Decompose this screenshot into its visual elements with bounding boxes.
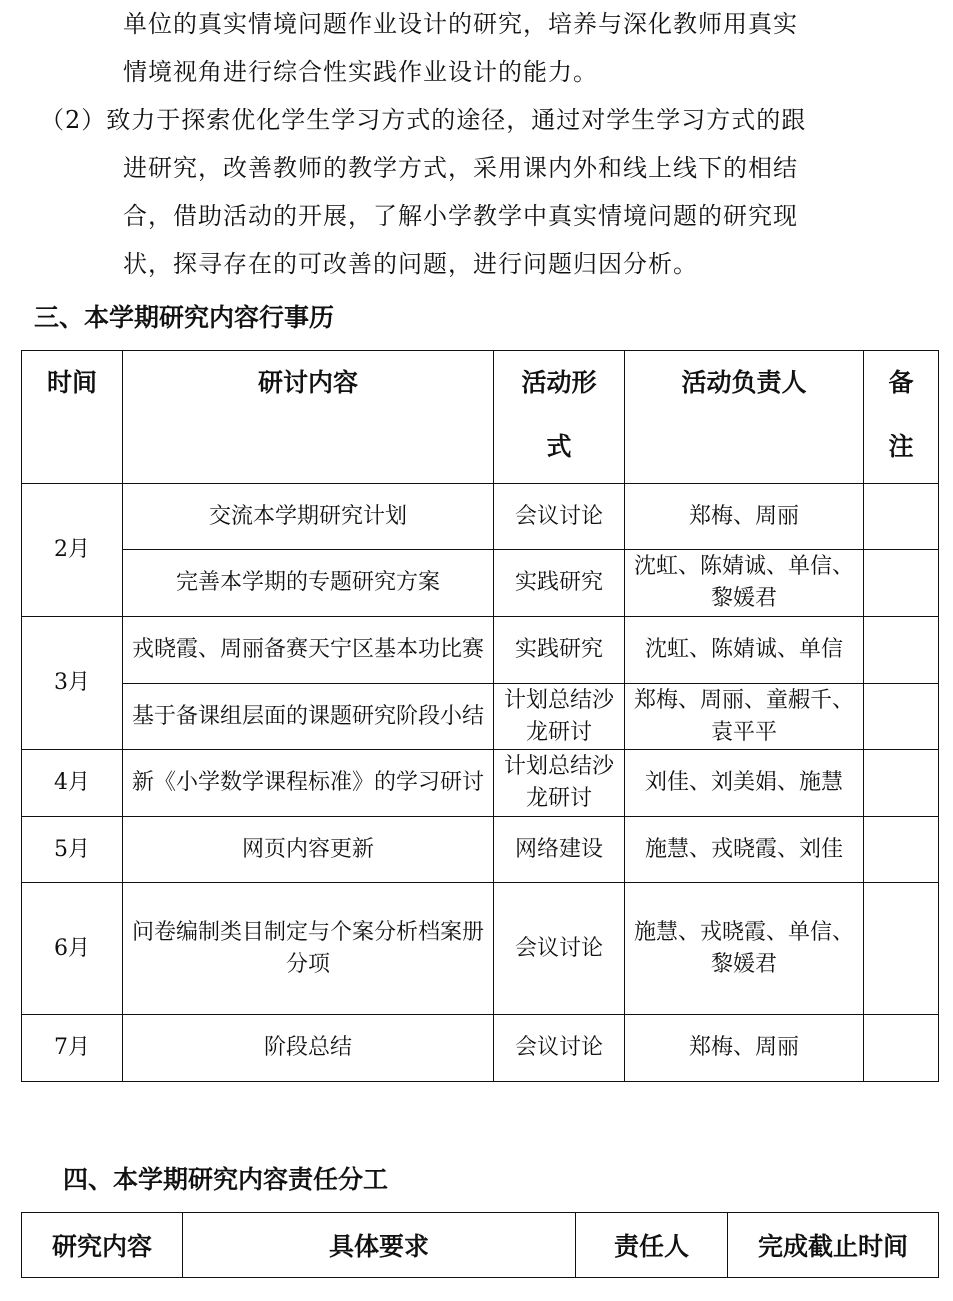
form-cell: 会议讨论 <box>494 883 625 1015</box>
form-cell: 会议讨论 <box>494 1015 625 1082</box>
note-cell <box>864 1015 939 1082</box>
form-cell: 实践研究 <box>494 617 625 684</box>
table-row <box>22 817 939 883</box>
note-cell <box>864 750 939 817</box>
leader-cell: 施慧、戎晓霞、单信、黎媛君 <box>625 883 864 1015</box>
note-cell <box>864 617 939 684</box>
month-cell: 6月 <box>22 883 123 1015</box>
table-row <box>22 484 939 550</box>
schedule-header-row <box>22 351 939 484</box>
content-cell: 新《小学数学课程标准》的学习研讨 <box>123 750 494 817</box>
content-cell: 阶段总结 <box>123 1015 494 1082</box>
month-cell: 4月 <box>22 750 123 817</box>
table-row <box>22 750 939 817</box>
content-cell: 戎晓霞、周丽备赛天宁区基本功比赛 <box>123 617 494 684</box>
content-cell: 完善本学期的专题研究方案 <box>123 550 494 617</box>
month-cell: 2月 <box>22 484 123 617</box>
note-cell <box>864 817 939 883</box>
note-cell <box>864 883 939 1015</box>
header-leader: 活动负责人 <box>625 351 864 484</box>
responsibility-header-row <box>22 1213 939 1278</box>
section-4-title: 四、本学期研究内容责任分工 <box>63 1165 389 1194</box>
form-cell: 计划总结沙龙研讨 <box>494 750 625 817</box>
leader-cell: 郑梅、周丽 <box>625 1015 864 1082</box>
table-row <box>22 684 939 750</box>
header-note-line: 注 <box>888 432 914 461</box>
leader-cell: 沈虹、陈婧诚、单信 <box>625 617 864 684</box>
intro-line: 情境视角进行综合性实践作业设计的能力。 <box>123 58 598 86</box>
header-research-content: 研究内容 <box>22 1213 183 1278</box>
schedule-table <box>21 350 939 1082</box>
table-row <box>22 617 939 684</box>
header-content: 研讨内容 <box>123 351 494 484</box>
content-cell: 网页内容更新 <box>123 817 494 883</box>
header-time: 时间 <box>22 351 123 484</box>
note-cell <box>864 484 939 550</box>
note-cell <box>864 550 939 617</box>
month-cell: 7月 <box>22 1015 123 1082</box>
month-cell: 3月 <box>22 617 123 750</box>
table-row <box>22 550 939 617</box>
leader-cell: 沈虹、陈婧诚、单信、黎媛君 <box>625 550 864 617</box>
header-form-line: 式 <box>546 432 572 461</box>
form-cell: 会议讨论 <box>494 484 625 550</box>
intro-paragraph-1 <box>123 0 931 96</box>
header-owner: 责任人 <box>576 1213 728 1278</box>
intro-paragraph-2 <box>40 96 930 288</box>
header-note <box>864 351 939 484</box>
header-note-line: 备 <box>888 368 914 397</box>
month-cell: 5月 <box>22 817 123 883</box>
note-cell <box>864 684 939 750</box>
header-form <box>494 351 625 484</box>
responsibility-table <box>21 1212 939 1278</box>
content-cell: 基于备课组层面的课题研究阶段小结 <box>123 684 494 750</box>
leader-cell: 施慧、戎晓霞、刘佳 <box>625 817 864 883</box>
form-cell: 实践研究 <box>494 550 625 617</box>
intro-line: 合，借助活动的开展，了解小学教学中真实情境问题的研究现 <box>123 202 798 230</box>
content-cell: 问卷编制类目制定与个案分析档案册分项 <box>123 883 494 1015</box>
intro-line: （2）致力于探索优化学生学习方式的途径，通过对学生学习方式的跟 <box>40 106 807 134</box>
leader-cell: 郑梅、周丽 <box>625 484 864 550</box>
intro-line: 进研究，改善教师的教学方式，采用课内外和线上线下的相结 <box>123 154 798 182</box>
content-cell: 交流本学期研究计划 <box>123 484 494 550</box>
table-row <box>22 883 939 1015</box>
header-form-line: 活动形 <box>521 368 597 397</box>
leader-cell: 郑梅、周丽、童赮千、袁平平 <box>625 684 864 750</box>
header-deadline: 完成截止时间 <box>728 1213 939 1278</box>
form-cell: 计划总结沙龙研讨 <box>494 684 625 750</box>
header-requirement: 具体要求 <box>183 1213 576 1278</box>
leader-cell: 刘佳、刘美娟、施慧 <box>625 750 864 817</box>
table-row <box>22 1015 939 1082</box>
intro-line: 单位的真实情境问题作业设计的研究，培养与深化教师用真实 <box>123 10 798 38</box>
section-3-title: 三、本学期研究内容行事历 <box>34 303 335 332</box>
form-cell: 网络建设 <box>494 817 625 883</box>
intro-line: 状，探寻存在的可改善的问题，进行问题归因分析。 <box>123 250 698 278</box>
